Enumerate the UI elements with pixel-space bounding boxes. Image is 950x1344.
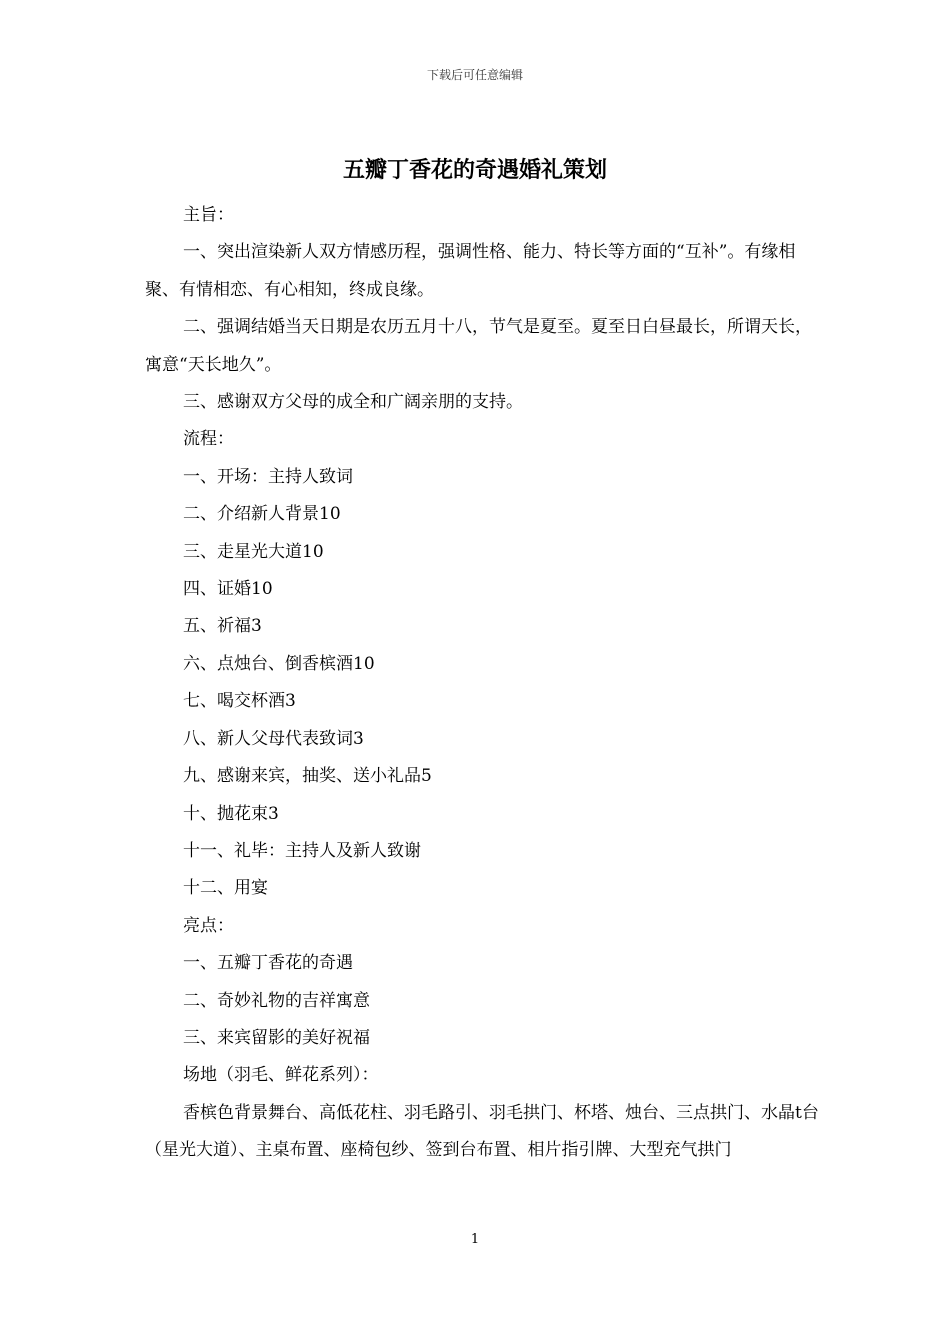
list-item: 四、证婚10 [183,579,273,600]
list-item: 一、开场：主持人致词 [183,466,353,487]
list-item: 三、来宾留影的美好祝福 [183,1027,370,1048]
paragraph: 流程： [183,429,234,450]
list-item: 二、奇妙礼物的吉祥寓意 [183,990,370,1011]
list-item: 五、祈福3 [183,616,262,637]
paragraph: 场地（羽毛、鲜花系列）： [183,1065,379,1086]
list-item: 七、喝交杯酒3 [183,691,296,712]
paragraph: 亮点： [183,915,234,936]
list-item: 九、感谢来宾，抽奖、送小礼品5 [183,766,432,787]
list-item: 三、走星光大道10 [183,541,324,562]
list-item: 八、新人父母代表致词3 [183,728,364,749]
paragraph: 一、突出渲染新人双方情感历程，强调性格、能力、特长等方面的“互补”。有缘相聚、有情相恋、有心相知，终成良缘。 [145,242,796,300]
paragraph: 二、强调结婚当天日期是农历五月十八，节气是夏至。夏至日白昼最长，所谓天长，寓意“天长地久”。 [145,317,812,375]
paragraph: 主旨： [183,205,234,225]
list-item: 二、介绍新人背景10 [183,504,341,525]
list-item: 十一、礼毕：主持人及新人致谢 [183,840,421,861]
list-item: 六、点烛台、倒香槟酒10 [183,653,375,674]
document-body [145,197,825,1170]
document-title: 五瓣丁香花的奇遇婚礼策划 [342,157,607,183]
page-header: 下载后可任意编辑 [426,68,523,82]
paragraph: 三、感谢双方父母的成全和广阔亲朋的支持。 [183,392,523,413]
paragraph: 香槟色背景舞台、高低花柱、羽毛路引、羽毛拱门、杯塔、烛台、三点拱门、水晶t台（星光大道）、主桌布置、座椅包纱、签到台布置、相片指引牌、大型充气拱门 [145,1102,819,1161]
list-item: 十二、用宴 [183,878,268,899]
list-item: 十、抛花束3 [183,803,279,824]
page-number: 1 [470,1232,480,1247]
list-item: 一、五瓣丁香花的奇遇 [183,953,353,974]
